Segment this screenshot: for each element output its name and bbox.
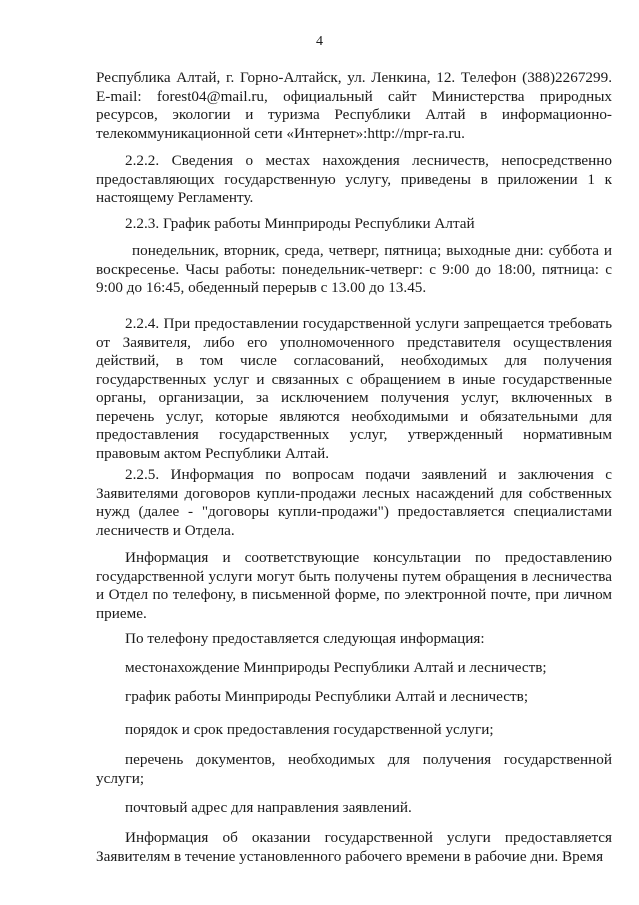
phone-info-item: график работы Минприроды Республики Алтай и лесничеств;	[125, 688, 529, 705]
work-schedule-paragraph: понедельник, вторник, среда, четверг, пятница; выходные дни: суббота и воскресенье. Часы работы: понедельник-четверг: с 9:00 до 18:00, пятница: с 9:00 до 16:45, обеденный перерыв с 13.00 до 13.45.	[96, 242, 612, 296]
phone-info-intro: По телефону предоставляется следующая информация:	[125, 630, 485, 647]
page-number: 4	[316, 34, 323, 49]
contacts-paragraph: Республика Алтай, г. Горно-Алтайск, ул. Ленкина, 12. Телефон (388)2267299. E-mail: forest04@mail.ru, официальный сайт Министерства природных ресурсов, экологии и туризма Республики Алтай в информационно-телекоммуникационной сети «Интернет»:http://mpr-ra.ru.	[96, 69, 612, 142]
section-2-2-4-paragraph: 2.2.4. При предоставлении государственной услуги запрещается требовать от Заявителя, либо его уполномоченного представителя осуществления действий, в том числе согласований, необходимых для получения государственных услуг и связанных с обращением в иные государственные органы, организации, за исключением получения услуг, включенных в перечень услуг, которые являются необходимыми и обязательными для предоставления государственных услуг, утвержденный нормативным правовым актом Республики Алтай.	[96, 315, 612, 462]
section-2-2-5-paragraph: 2.2.5. Информация по вопросам подачи заявлений и заключения с Заявителями договоров купли-продажи лесных насаждений для собственных нужд (далее - "договоры купли-продажи") предоставляется специалистами лесничеств и Отдела.	[96, 466, 612, 539]
phone-info-item: перечень документов, необходимых для получения государственной услуги;	[96, 751, 612, 787]
phone-info-item: местонахождение Минприроды Республики Алтай и лесничеств;	[125, 659, 547, 676]
phone-info-item: порядок и срок предоставления государственной услуги;	[125, 721, 494, 738]
service-info-paragraph: Информация об оказании государственной услуги предоставляется Заявителям в течение установленного рабочего времени в рабочие дни. Время	[96, 829, 612, 865]
section-2-2-3-heading: 2.2.3. График работы Минприроды Республики Алтай	[125, 215, 475, 232]
consultations-paragraph: Информация и соответствующие консультации по предоставлению государственной услуги могут быть получены путем обращения в лесничества и Отдел по телефону, в письменной форме, по электронной почте, при личном приеме.	[96, 549, 612, 622]
section-2-2-2-paragraph: 2.2.2. Сведения о местах нахождения лесничеств, непосредственно предоставляющих государственную услугу, приведены в приложении 1 к настоящему Регламенту.	[96, 152, 612, 206]
phone-info-item: почтовый адрес для направления заявлений.	[125, 799, 412, 816]
